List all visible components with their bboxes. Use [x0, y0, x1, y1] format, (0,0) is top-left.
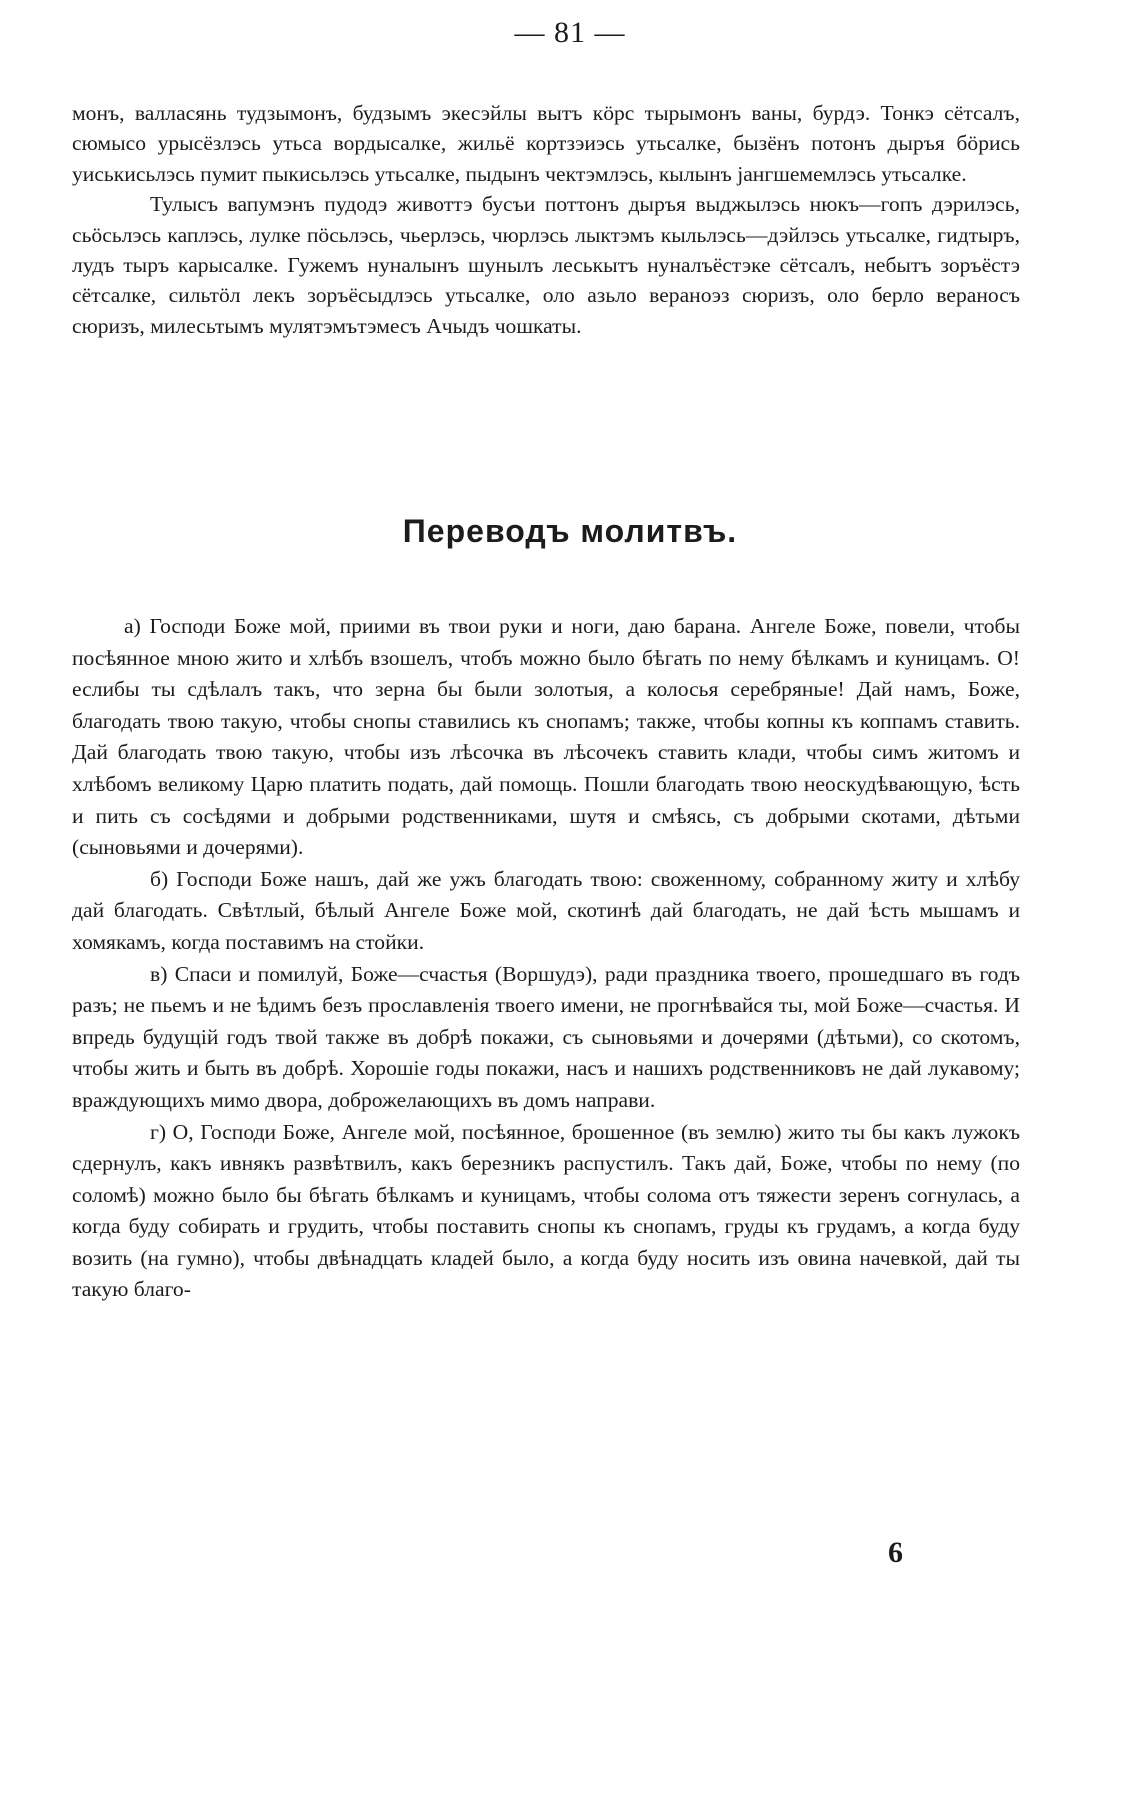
prayer-g: г) О, Господи Боже, Ангеле мой, посѣянное, брошенное (въ землю) жито ты бы какъ лужокъ сдернулъ, какъ ивнякъ развѣтвилъ, какъ березникъ распустилъ. Такъ дай, Боже, чтобы по нему (по соломѣ) можно было бы бѣгать бѣлкамъ и куницамъ, чтобы солома отъ тяжести зеренъ согнулась, а когда буду собирать и грудить, чтобы поставить снопы къ снопамъ, груды къ грудамъ, а когда буду возить (на гумно), чтобы двѣнадцать кладей было, а когда буду носить изъ овина начевкой, дай ты такую благо- [72, 1119, 1020, 1302]
section-title: Переводъ молитвъ. [402, 513, 738, 549]
prayer-v: в) Спаси и помилуй, Боже—счастья (Воршудэ), ради праздника твоего, прошедшаго въ годъ разъ; не пьемъ и не ѣдимъ безъ прославленія твоего имени, не прогнѣвайся ты, мой Боже—счастья. И впредь будущій годъ твой также въ добрѣ покажи, съ сыновьями и дочерями (дѣтьми), со скотомъ, чтобы жить и быть въ добрѣ. Хорошіе годы покажи, насъ и нашихъ родственниковъ не дай лукавому; враждующихъ мимо двора, доброжелающихъ въ домъ направи. [72, 961, 1020, 1112]
prayer-b: б) Господи Боже нашъ, дай же ужъ благодать твою: своженному, собранному житу и хлѣбу дай благодать. Свѣтлый, бѣлый Ангеле Боже мой, скотинѣ дай благодать, не дай ѣсть мышамъ и хомякамъ, когда поставимъ на стойки. [72, 866, 1020, 954]
translation-text [72, 611, 1020, 1306]
udmurt-prayer-text [72, 98, 1020, 341]
udmurt-paragraph-2: Тулысъ вапумэнъ пудодэ животтэ бусъи поттонъ дыръя выджылэсь нюкъ—гопъ дэрилэсь, сьöсьлэсь каплэсь, лулке пöсьлэсь, чьерлэсь, чюрлэсь лыктэмъ кыльлэсь—дэйлэсь утьсалке, гидтыръ, лудъ тыръ карысалке. Гужемъ нуналынъ шунылъ леськытъ нуналъёстэке сётсалъ, небытъ зоръёстэ сётсалке, сильтöл лекъ зоръёсыдлэсь утьсалке, оло азьло вераноэз сюризъ, оло берло вераносъ сюризъ, милесьтымъ мулятэмътэмесъ Ачыдъ чошкаты. [72, 192, 1020, 338]
prayer-a: а) Господи Боже мой, приими въ твои руки и ноги, даю барана. Ангеле Боже, повели, чтобы посѣянное мною жито и хлѣбъ взошелъ, чтобъ можно было бѣгать по нему бѣлкамъ и куницамъ. О! еслибы ты сдѣлалъ такъ, что зерна бы были золотыя, а колосья серебряные! Дай намъ, Боже, благодать твою такую, чтобы снопы ставились къ снопамъ; также, чтобы копны къ коппамъ ставить. Дай благодать твою такую, чтобы изъ лѣсочка въ лѣсочекъ ставить клади, чтобы симъ житомъ и хлѣбомъ великому Царю платить подать, дай помощь. Пошли благодать твою неоскудѣвающую, ѣсть и пить съ сосѣдями и добрыми родственниками, шутя и смѣясь, съ добрыми скотами, дѣтьми (сыновьями и дочерями). [72, 614, 1020, 860]
udmurt-paragraph-1: монъ, валласянь тудзымонъ, будзымъ экесэйлы вытъ кöрс тырымонъ ваны, бурдэ. Тонкэ сётсалъ, сюмысо урысёзлэсь утьса вордысалкe, жильё кортзэиэсь утьсалке, бызёнъ потонъ дыръя бöрись уиськисьлэсь пумит пыкисьлэсь утьсалке, пыдынъ чектэмлэсь, кылынъ јангшемемлэсь утьсалке. [72, 101, 1020, 186]
page-number: — 81 — [514, 16, 626, 49]
signature-mark: 6 [888, 1536, 903, 1569]
